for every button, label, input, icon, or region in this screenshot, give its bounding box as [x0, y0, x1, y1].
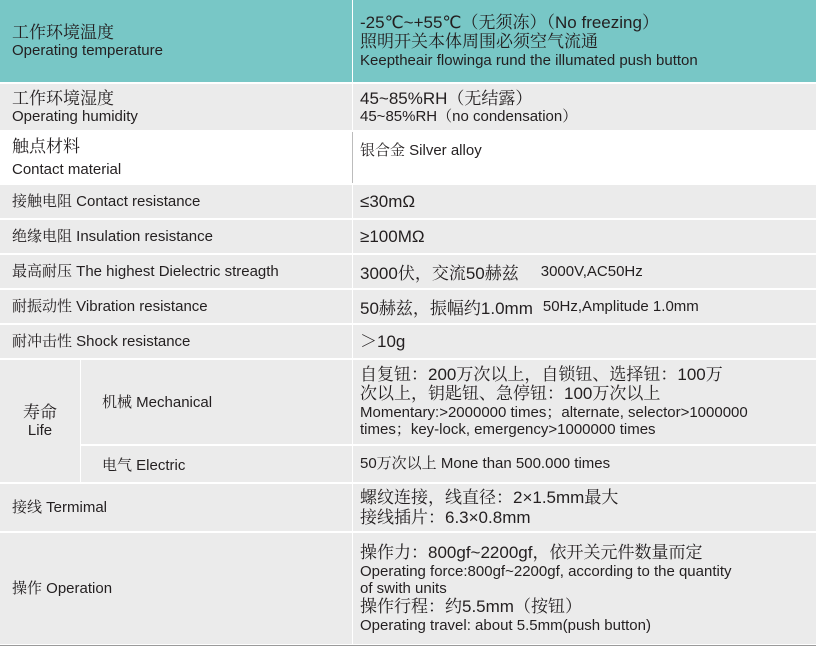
row-life: [0, 360, 816, 482]
row-terminal: [0, 484, 816, 531]
label-cell: [12, 132, 347, 183]
label-text: 最高耐压 The highest Dielectric streagth: [12, 262, 279, 280]
value-line: 接线插片：6.3×0.8mm: [360, 507, 531, 527]
value-line: Keeptheair flowinga rund the illumated push button: [360, 51, 698, 69]
label-text: 操作 Operation: [12, 579, 113, 597]
row-contact-resistance: [0, 185, 816, 218]
value-line: 照明开关本体周围必须空气流通: [360, 32, 598, 52]
life-electric-label: [102, 446, 347, 482]
value-line: 银合金 Silver alloy: [360, 142, 482, 159]
value-line: of swith units: [360, 579, 447, 597]
column-divider: [352, 533, 353, 644]
life-mechanical-label: [102, 360, 347, 443]
value-cell: [360, 185, 816, 218]
row-shock-resistance: [0, 325, 816, 358]
value-line: 50万次以上 Mone than 500.000 times: [360, 455, 611, 473]
label-cell: [12, 290, 347, 323]
label-text: 电气 Electric: [102, 456, 186, 474]
label-text: 绝缘电阻 Insulation resistance: [12, 227, 213, 245]
label-text: 耐冲击性 Shock resistance: [12, 332, 191, 350]
label-text: 耐振动性 Vibration resistance: [12, 297, 208, 315]
value-line: Momentary:>2000000 times；alternate, selector>1000000: [360, 403, 748, 421]
row-dielectric-strength: [0, 255, 816, 288]
row-operating-temperature: [0, 0, 816, 82]
column-divider: [352, 484, 353, 531]
value-cell: [360, 220, 816, 253]
life-electric-value: [360, 446, 816, 482]
row-operation: [0, 533, 816, 644]
label-cn: 触点材料: [12, 137, 80, 157]
row-insulation-resistance: [0, 220, 816, 253]
label-cell: [12, 185, 347, 218]
value-line: ≤30mΩ: [360, 191, 416, 211]
value-cell: [360, 132, 816, 183]
value-cell: [360, 255, 816, 288]
label-cn: 寿命: [23, 402, 57, 422]
life-divider: [80, 360, 81, 482]
row-vibration-resistance: [0, 290, 816, 323]
column-divider: [352, 132, 353, 183]
value-line: -25℃~+55℃（无须冻）（No freezing）: [360, 12, 659, 32]
column-divider: [352, 290, 353, 323]
value-line: times；key-lock, emergency>1000000 times: [360, 421, 656, 439]
column-divider: [352, 0, 353, 82]
value-sub: 3000V,AC50Hz: [540, 263, 643, 280]
value-line: 45~85%RH（无结露）: [360, 88, 533, 108]
label-cell: [12, 255, 347, 288]
value-line: 操作行程：约5.5mm（按钮）: [360, 597, 582, 617]
column-divider: [352, 255, 353, 288]
value-line: 自复钮：200万次以上，自锁钮、选择钮：100万: [360, 364, 723, 384]
value-line: Operating travel: about 5.5mm(push button): [360, 616, 651, 634]
column-divider: [352, 220, 353, 253]
label-text: 机械 Mechanical: [102, 394, 213, 411]
label-cell: [12, 84, 347, 130]
value-cell: [360, 0, 816, 82]
label-cell: [12, 533, 347, 644]
value-line: ≥100MΩ: [360, 226, 425, 246]
label-cell: [12, 484, 347, 531]
column-divider: [352, 325, 353, 358]
value-sub: 50Hz,Amplitude 1.0mm: [542, 298, 699, 315]
life-mechanical-value: [360, 360, 816, 443]
column-divider: [352, 360, 353, 482]
value-main: 50赫兹，振幅约1.0mm: [360, 299, 533, 318]
value-main: 3000伏，交流50赫兹: [360, 264, 519, 283]
label-text: 接线 Termimal: [12, 498, 108, 516]
label-en: Life: [27, 422, 53, 440]
value-line: ＞10g: [360, 331, 406, 351]
value-line: 操作力：800gf~2200gf，依开关元件数量而定: [360, 543, 703, 563]
label-cell: [12, 220, 347, 253]
value-cell: [360, 533, 816, 644]
value-cell: [360, 290, 816, 323]
label-cn: 工作环境温度: [12, 22, 114, 42]
bottom-rule: [0, 645, 816, 646]
column-divider: [352, 84, 353, 130]
life-label-cell: [0, 360, 80, 482]
value-line: 螺纹连接，线直径：2×1.5mm最大: [360, 487, 619, 507]
value-line: 45~85%RH（no condensation）: [360, 108, 578, 126]
label-text: 接触电阻 Contact resistance: [12, 192, 201, 210]
value-line: Operating force:800gf~2200gf, according to the quantity: [360, 562, 732, 580]
label-cn: 工作环境湿度: [12, 88, 114, 108]
label-en: Operating temperature: [12, 42, 163, 60]
label-en: Operating humidity: [12, 108, 138, 126]
value-cell: [360, 325, 816, 358]
row-contact-material: [0, 132, 816, 183]
label-en: Contact material: [12, 160, 122, 178]
label-cell: [12, 325, 347, 358]
row-operating-humidity: [0, 84, 816, 130]
value-line: 次以上，钥匙钮、急停钮：100万次以上: [360, 384, 661, 404]
column-divider: [352, 185, 353, 218]
label-cell: [12, 0, 347, 82]
value-cell: [360, 84, 816, 130]
value-cell: [360, 484, 816, 531]
